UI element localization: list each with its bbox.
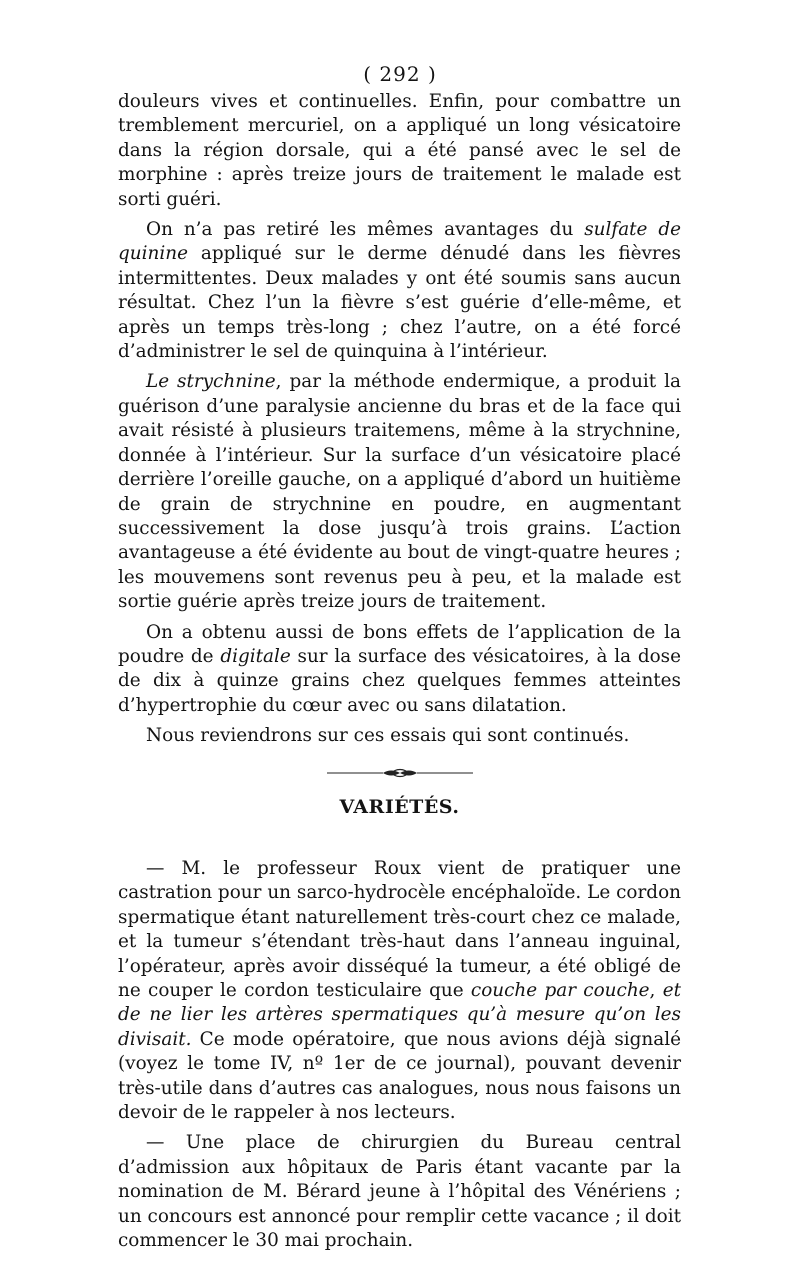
text-run: On a obtenu aussi de bons effets de l’application de la poudre de	[118, 621, 681, 667]
text-run: — M. le professeur Roux vient de pratiquer une castration pour un sarco-hydrocèle encéphaloïde. Le cordon spermatique étant naturellement très-court chez ce malade, et la tumeur s’étendant très-haut dans l’anneau inguinal, l’opérateur, après avoir disséqué la tumeur, a été obligé de ne couper le cordon testiculaire que	[118, 857, 681, 1001]
ornament-icon	[325, 767, 475, 779]
page-number: ( 292 )	[363, 62, 437, 86]
paragraph: — Une place de chirurgien du Bureau central d’admission aux hôpitaux de Paris étant vacante par la nomination de M. Bérard jeune à l’hôpital des Vénériens ; un concours est annoncé pour remplir cette vacance ; il doit commencer le 30 mai prochain.	[118, 1132, 681, 1252]
paragraph	[118, 218, 681, 364]
italic-term: couche par couche	[470, 980, 650, 1001]
body-text	[118, 90, 681, 1253]
text-run: On n’a pas retiré les mêmes avantages du	[146, 219, 585, 241]
text-run: , par la méthode endermique, a produit la guérison d’une paralysie ancienne du bras et de la face qui avait résisté à plusieurs traitemens, même à la strychnine, donnée à l’intérieur. Sur la surface d’un vésicatoire placé derrière l’oreille gauche, on a appliqué d’abord un huitième de grain de strychnine en poudre, en augmentant successivement la dose jusqu’à trois grains. L’action avantageuse a été évidente au bout de vingt-quatre heures ; les mouvemens sont revenus peu à peu, et la malade est sortie guérie après treize jours de traitement.	[118, 371, 681, 613]
italic-term: sulfate de quinine	[118, 219, 681, 265]
paragraph: Nous reviendrons sur ces essais qui sont continués.	[146, 725, 630, 747]
ornamental-rule	[118, 767, 681, 787]
text-run: Ce mode opératoire, que nous avions déjà signalé (voyez le tome IV, nº 1er de ce journal), pouvant devenir très-utile dans d’autres cas analogues, nous nous faisons un devoir de le rappeler à nos lecteurs.	[118, 1028, 681, 1124]
paragraph: douleurs vives et continuelles. Enfin, pour combattre un tremblement mercuriel, on a appliqué un long vésicatoire dans la région dorsale, qui a été pansé avec le sel de morphine : après treize jours de traitement le malade est sorti guéri.	[118, 91, 681, 210]
italic-term: digitale	[220, 645, 291, 667]
paragraph	[118, 370, 681, 614]
italic-phrase: et de ne lier les artères spermatiques qu’à mesure qu’on les divisait.	[118, 980, 681, 1050]
paragraph	[118, 621, 681, 719]
text-run: sur la surface des vésicatoires, à la dose de dix à quinze grains chez quelques femmes atteintes d’hypertrophie du cœur avec ou sans dilatation.	[118, 645, 681, 716]
italic-term: Le strychnine	[146, 371, 276, 393]
paragraph	[118, 857, 681, 1125]
section-title: VARIÉTÉS.	[339, 795, 460, 818]
text-run: ,	[649, 980, 663, 1001]
text-run: appliqué sur le derme dénudé dans les fièvres intermittentes. Deux malades y ont été soumis sans aucun résultat. Chez l’un la fièvre s’est guérie d’elle-même, et après un temps très-long ; chez l’autre, on a été forcé d’administrer le sel de quinquina à l’intérieur.	[118, 243, 681, 363]
